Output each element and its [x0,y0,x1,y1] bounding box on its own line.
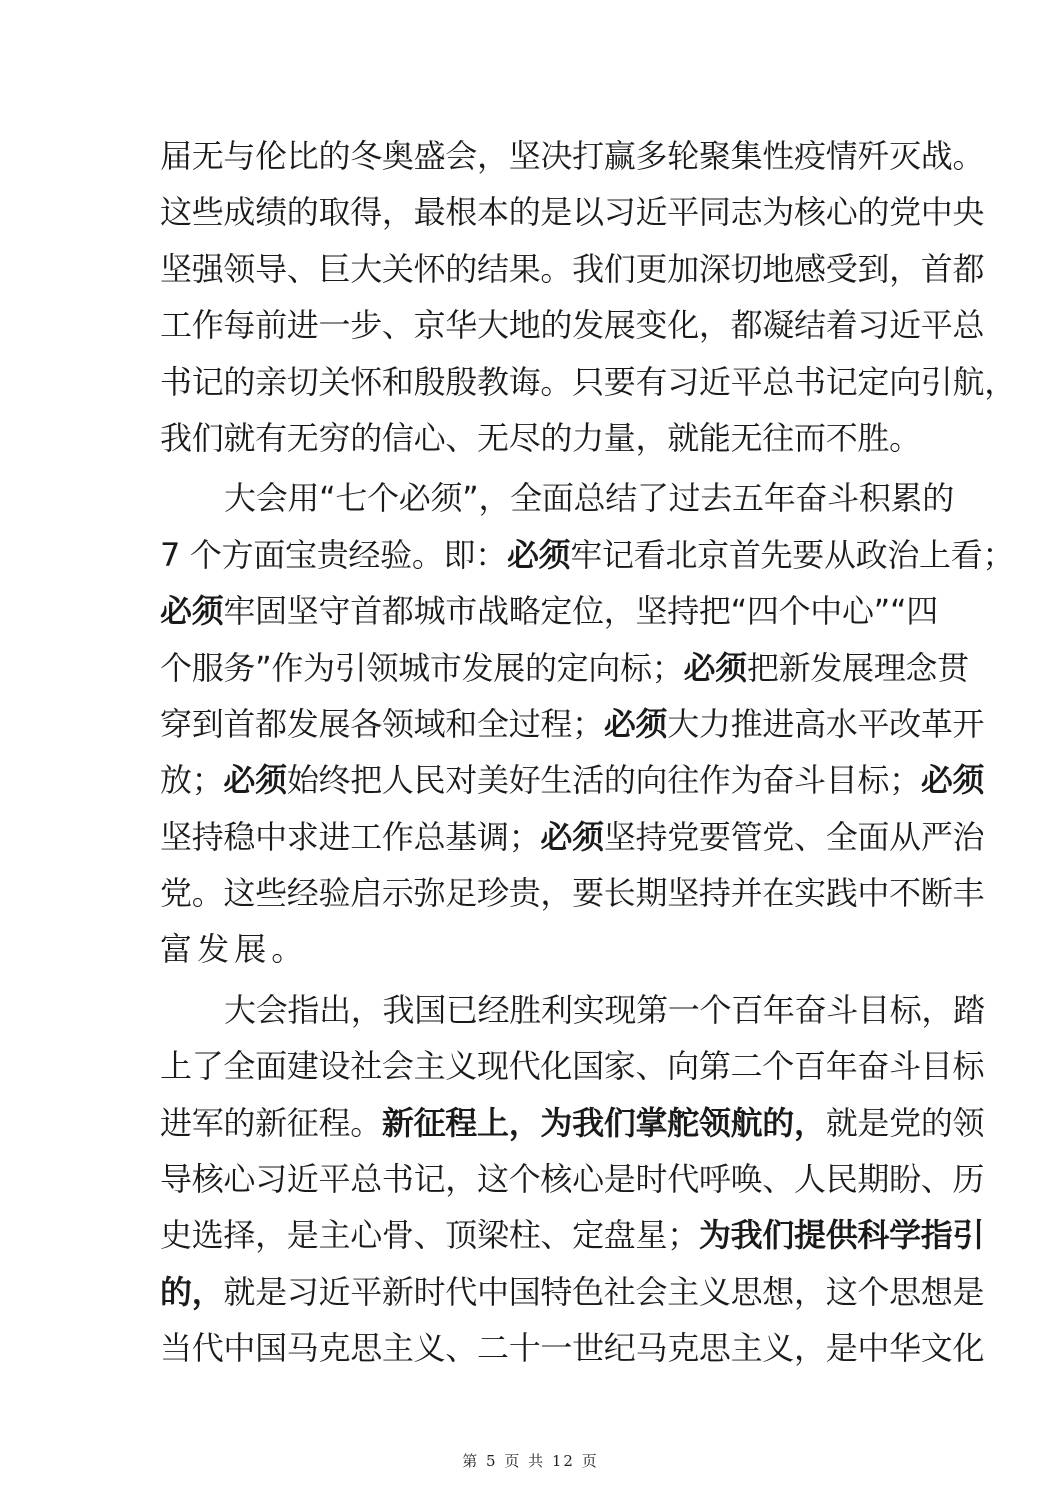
bold-text-run: 为我们提供科学指引 [698,1216,985,1255]
bold-text-run: 必须 [506,535,571,574]
text-run: 党。这些经验启示弥足珍贵，要长期坚持并在实践中不断丰 [160,874,985,913]
text-run: 7 个方面宝贵经验。即： [160,535,507,574]
text-run: 大会用“七个必须”，全面总结了过去五年奋斗积累的 [224,479,954,518]
text-run: 我们就有无穷的信心、无尽的力量，就能无往而不胜。 [160,418,921,457]
bold-text-run: 新征程上，为我们掌舵领航的， [381,1103,826,1142]
text-run: 书记的亲切关怀和殷殷教诲。只要有习近平总书记定向引航， [160,362,1016,401]
text-run: 放； [160,761,224,800]
text-run: 就是党的领 [825,1103,985,1142]
text-run: 坚持稳中求进工作总基调； [160,817,541,856]
text-line [160,583,938,639]
text-line [160,809,985,865]
text-run: 工作每前进一步、京华大地的发展变化，都凝结着习近平总 [160,306,985,345]
text-line [160,865,985,921]
text-line [160,1320,985,1376]
text-run: 当代中国马克思主义、二十一世纪马克思主义，是中华文化 [160,1329,985,1368]
text-run: 大力推进高水平改革开 [667,704,985,743]
text-line [160,752,985,808]
text-line [160,1151,985,1207]
text-line [160,184,985,240]
text-run: 导核心习近平总书记，这个核心是时代呼唤、人民期盼、历 [160,1160,985,1199]
text-run: 这些成绩的取得，最根本的是以习近平同志为核心的党中央 [160,193,985,232]
text-run: 富发展。 [160,930,309,969]
text-line [160,696,985,752]
text-line [160,410,921,466]
text-line [160,527,1015,583]
bold-text-run: 必须 [920,761,985,800]
text-run: 穿到首都发展各领域和全过程； [160,704,604,743]
text-run: 把新发展理念贯 [746,648,969,687]
text-line [160,241,985,297]
bold-text-run: 的， [160,1272,224,1311]
text-line [160,470,954,526]
text-line [160,982,985,1038]
paragraph [160,982,985,1377]
text-line [160,1207,985,1263]
text-run: 就是习近平新时代中国特色社会主义思想，这个思想是 [223,1272,985,1311]
text-run: 坚强领导、巨大关怀的结果。我们更加深切地感受到，首都 [160,249,985,288]
text-run: 牢记看北京首先要从政治上看； [570,535,1015,574]
bold-text-run: 必须 [223,761,287,800]
paragraph [160,128,1016,466]
text-run: 上了全面建设社会主义现代化国家、向第二个百年奋斗目标 [160,1047,985,1086]
text-run: 坚持党要管党、全面从严治 [603,817,985,856]
text-line [160,297,985,353]
text-line [160,1095,985,1151]
text-line [160,354,1016,410]
text-line [160,640,969,696]
bold-text-run: 必须 [160,592,224,631]
text-line [160,1038,985,1094]
bold-text-run: 必须 [683,648,747,687]
bold-text-run: 必须 [603,704,668,743]
text-run: 史选择，是主心骨、顶梁柱、定盘星； [160,1216,699,1255]
text-line [160,921,902,977]
text-line [160,1264,985,1320]
text-run: 进军的新征程。 [160,1103,382,1142]
text-run: 个服务”作为引领城市发展的定向标； [160,648,684,687]
page-footer: 第 5 页 共 12 页 [462,1452,599,1470]
document-body [160,128,1016,1377]
text-line [160,128,985,184]
text-run: 始终把人民对美好生活的向往作为奋斗目标； [286,761,921,800]
paragraph [160,470,1015,978]
bold-text-run: 必须 [540,817,604,856]
text-run: 大会指出，我国已经胜利实现第一个百年奋斗目标，踏 [224,990,985,1029]
text-run: 牢固坚守首都城市战略定位，坚持把“四个中心”“四 [223,592,938,631]
text-run: 届无与伦比的冬奥盛会，坚决打赢多轮聚集性疫情歼灭战。 [160,137,985,175]
